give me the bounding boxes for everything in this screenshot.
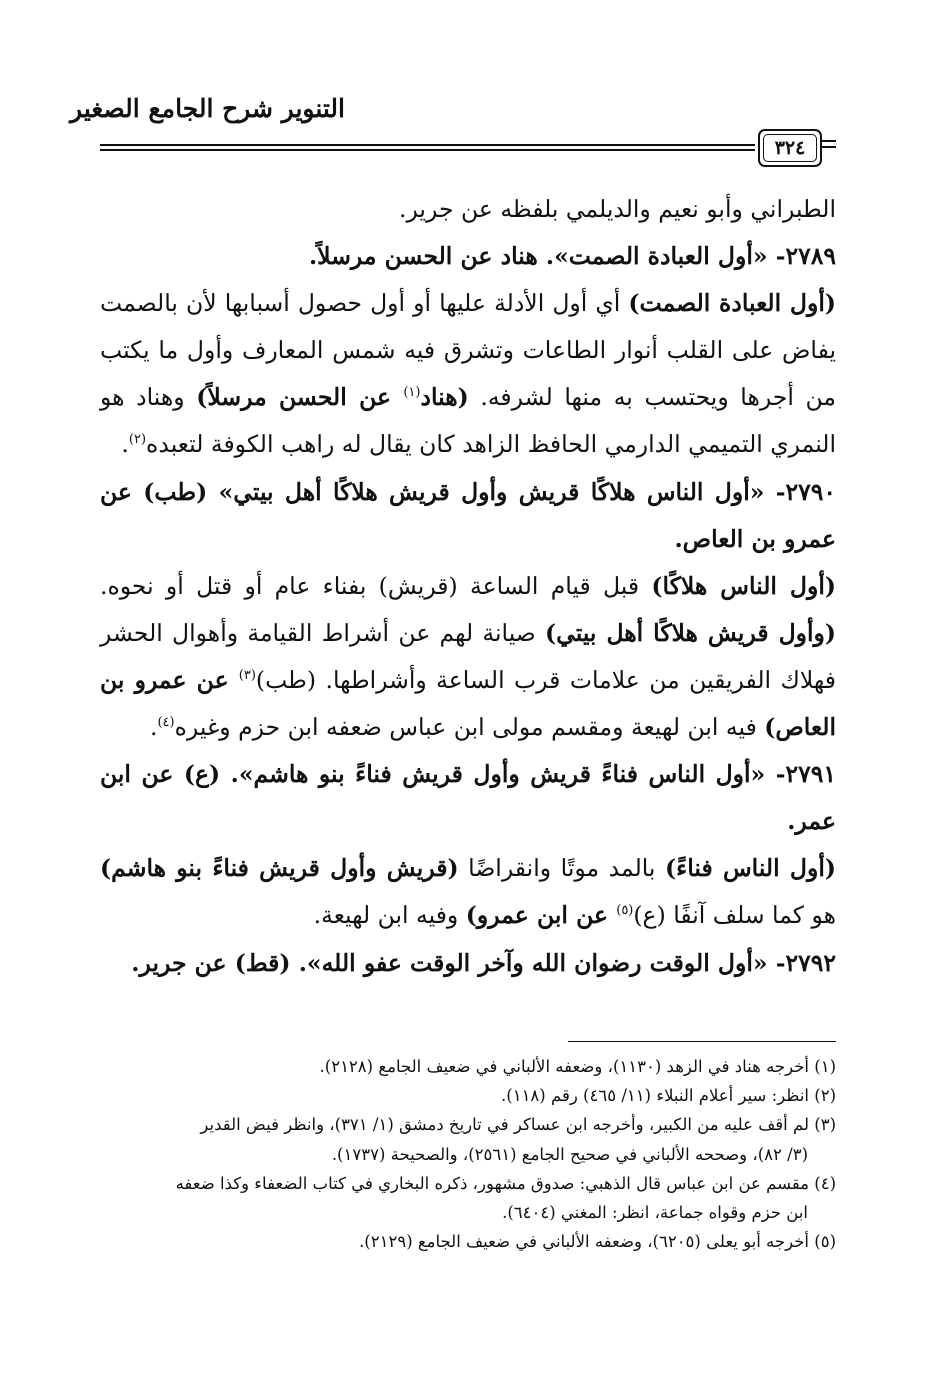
page-number: ٣٢٤ — [758, 129, 822, 167]
quoted-phrase: (أول الناس هلاكًا) — [651, 571, 836, 600]
footnotes — [100, 1052, 836, 1256]
header-rule-tail — [822, 140, 836, 148]
hadith-heading-text: ٢٧٩١- «أول الناس فناءً قريش وأول قريش فناءً بنو هاشم». (ع) عن ابن عمر. — [100, 760, 836, 836]
footnote-1: (١) أخرجه هناد في الزهد (١١٣٠)، وضعفه الألباني في ضعيف الجامع (٢١٢٨). — [319, 1057, 836, 1076]
commentary-text: بالمد موتًا وانقراضًا — [458, 854, 666, 883]
hadith-2791-explanation — [100, 845, 836, 939]
quoted-phrase: عن عمرو بن العاص) — [100, 665, 836, 742]
footnote-2: (٢) انظر: سير أعلام النبلاء (١١/ ٤٦٥) رقم (١١٨). — [501, 1086, 836, 1106]
hadith-heading-text: ٢٧٩٢- «أول الوقت رضوان الله وآخر الوقت عفو الله». (قط) عن جرير. — [131, 948, 836, 977]
hadith-2790-explanation — [100, 563, 836, 751]
commentary-text: . — [149, 713, 158, 742]
hadith-2789-explanation — [100, 280, 836, 468]
running-title: التنوير شرح الجامع الصغير — [70, 94, 345, 123]
quoted-phrase: (هناد — [420, 383, 469, 412]
quoted-phrase: (وأول قريش هلاكًا أهل بيتي) — [545, 618, 836, 647]
paragraph: الطبراني وأبو نعيم والديلمي بلفظه عن جرير. — [399, 195, 836, 223]
quoted-phrase: عن الحسن مرسلاً) — [196, 383, 404, 412]
footnote-3: (٣) لم أقف عليه من الكبير، وأخرجه ابن عساكر في تاريخ دمشق (١/ ٣٧١)، وانظر فيض القدير — [200, 1115, 836, 1135]
footnote-marker: (٥) — [616, 903, 634, 919]
footnote-separator — [568, 1041, 836, 1042]
commentary-text: قبل قيام الساعة (قريش) بفناء عام أو قتل أو نحوه. — [100, 571, 652, 600]
quoted-phrase: (أول الناس فناءً) — [665, 854, 836, 883]
commentary-text: صيانة لهم عن أشراط القيامة وأهوال الحشر فهلاك الفريقين من علامات قرب الساعة وأشراطها. (طب) — [100, 618, 836, 694]
commentary-text: أي أول الأدلة عليها أو أول حصول أسبابها لأن بالصمت يفاض على القلب أنوار الطاعات وتشرق فيه شمس المعارف وأول ما يكتب من أجرها ويحتسب به منها لشرفه. — [100, 289, 836, 412]
quoted-phrase: (قريش وأول قريش فناءً بنو هاشم) — [100, 854, 459, 883]
quoted-phrase: عن ابن عمرو) — [465, 901, 617, 930]
hadith-2792-heading — [100, 940, 836, 987]
footnote-3-continued: (٣/ ٨٢)، وصححه الألباني في صحيح الجامع (٢٥٦١)، والصحيحة (١٧٣٧). — [331, 1144, 808, 1164]
commentary-text: وهناد هو النمري التميمي الدارمي الحافظ الزاهد كان يقال له راهب الكوفة لتعبده — [100, 383, 836, 459]
footnote-4-continued: ابن حزم وقواه جماعة، انظر: المغني (٦٤٠٤). — [502, 1203, 808, 1223]
commentary-text: وفيه ابن لهيعة. — [313, 901, 466, 930]
footnote-marker: (١) — [403, 385, 421, 401]
footnote-5: (٥) أخرجه أبو يعلى (٦٢٠٥)، وضعفه الألباني في ضعيف الجامع (٢١٢٩). — [359, 1232, 836, 1252]
footnote-4: (٤) مقسم عن ابن عباس قال الذهبي: صدوق مشهور، ذكره البخاري في كتاب الضعفاء وكذا ضعفه — [175, 1173, 836, 1193]
commentary-text: . — [121, 430, 129, 459]
hadith-2789-heading — [100, 233, 836, 280]
hadith-heading-text: ٢٧٩٠- «أول الناس هلاكًا قريش وأول قريش هلاكًا أهل بيتي» (طب) عن عمرو بن العاص. — [100, 477, 836, 553]
footnote-marker: (٢) — [128, 432, 147, 448]
commentary-text: فيه ابن لهيعة ومقسم مولى ابن عباس ضعفه ابن حزم وغيره — [174, 713, 765, 742]
commentary-text: هو كما سلف آنفًا (ع) — [633, 901, 836, 930]
quoted-phrase: (أول العبادة الصمت) — [628, 289, 836, 318]
hadith-2791-heading — [100, 751, 836, 845]
hadith-2790-heading — [100, 469, 836, 563]
main-text — [100, 186, 836, 987]
header-rule — [100, 144, 755, 151]
footnote-marker: (٣) — [238, 668, 256, 684]
hadith-heading-text: ٢٧٨٩- «أول العبادة الصمت». هناد عن الحسن مرسلاً. — [309, 242, 836, 271]
footnote-marker: (٤) — [157, 715, 175, 731]
